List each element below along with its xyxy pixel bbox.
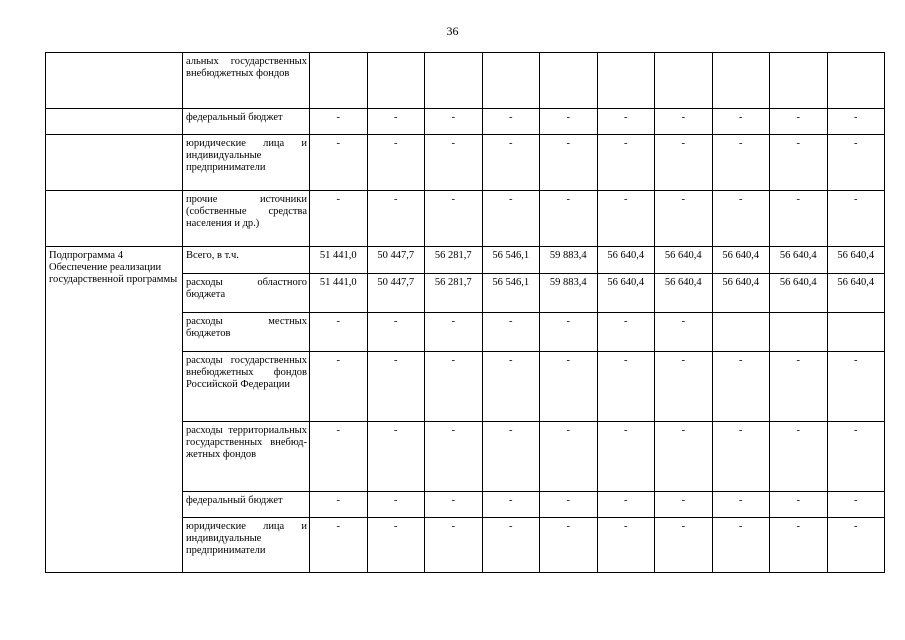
value-cell: - xyxy=(712,492,770,518)
value-cell: - xyxy=(770,135,828,191)
value-cell: - xyxy=(712,352,770,422)
value-cell xyxy=(712,313,770,352)
value-cell: - xyxy=(425,352,483,422)
value-cell: - xyxy=(425,313,483,352)
value-cell xyxy=(827,313,885,352)
value-cell: - xyxy=(540,313,598,352)
source-cell: федеральный бюджет xyxy=(183,492,310,518)
source-cell: прочие источники (собственные средства населения и др.) xyxy=(183,191,310,247)
value-cell: - xyxy=(655,492,713,518)
value-cell: - xyxy=(310,518,368,573)
value-cell: - xyxy=(655,313,713,352)
value-cell: - xyxy=(597,422,655,492)
value-cell: - xyxy=(770,109,828,135)
value-cell: - xyxy=(482,518,540,573)
value-cell: - xyxy=(540,135,598,191)
value-cell: - xyxy=(827,109,885,135)
value-cell: - xyxy=(655,422,713,492)
table-row xyxy=(46,135,885,191)
value-cell: 56 640,4 xyxy=(712,274,770,313)
value-cell: - xyxy=(425,492,483,518)
value-cell: - xyxy=(367,492,425,518)
value-cell: 56 640,4 xyxy=(770,274,828,313)
value-cell: - xyxy=(770,422,828,492)
value-cell: - xyxy=(425,191,483,247)
value-cell: - xyxy=(770,518,828,573)
value-cell xyxy=(367,53,425,109)
value-cell xyxy=(425,53,483,109)
value-cell: - xyxy=(310,109,368,135)
value-cell: 56 640,4 xyxy=(827,247,885,274)
value-cell: - xyxy=(482,191,540,247)
value-cell xyxy=(770,313,828,352)
value-cell: 59 883,4 xyxy=(540,274,598,313)
value-cell: - xyxy=(425,422,483,492)
subprogram-cell: Подпрограмма 4 Обеспечение реализации государственной программы xyxy=(46,247,183,573)
table-body xyxy=(46,53,885,573)
value-cell xyxy=(482,53,540,109)
value-cell: - xyxy=(310,313,368,352)
value-cell: - xyxy=(712,191,770,247)
value-cell: 56 640,4 xyxy=(655,274,713,313)
value-cell: - xyxy=(540,518,598,573)
source-cell: альных государственных внебюджетных фондов xyxy=(183,53,310,109)
value-cell: - xyxy=(655,135,713,191)
value-cell: - xyxy=(712,422,770,492)
value-cell: - xyxy=(310,422,368,492)
page-number: 36 xyxy=(446,24,459,38)
value-cell: 56 546,1 xyxy=(482,247,540,274)
section-cell xyxy=(46,191,183,247)
value-cell: - xyxy=(770,492,828,518)
value-cell xyxy=(770,53,828,109)
value-cell: - xyxy=(367,518,425,573)
value-cell: 51 441,0 xyxy=(310,274,368,313)
value-cell: - xyxy=(655,518,713,573)
value-cell xyxy=(827,53,885,109)
source-cell: расходы территориальных государственных внебюджетных фондов xyxy=(183,422,310,492)
value-cell: 59 883,4 xyxy=(540,247,598,274)
value-cell xyxy=(712,53,770,109)
value-cell: - xyxy=(482,109,540,135)
value-cell: - xyxy=(482,352,540,422)
value-cell: - xyxy=(540,109,598,135)
value-cell: 50 447,7 xyxy=(367,247,425,274)
value-cell: - xyxy=(712,109,770,135)
value-cell: - xyxy=(540,492,598,518)
value-cell: - xyxy=(310,352,368,422)
value-cell: - xyxy=(425,109,483,135)
value-cell: 56 281,7 xyxy=(425,274,483,313)
value-cell: - xyxy=(540,422,598,492)
value-cell: - xyxy=(827,492,885,518)
source-cell: расходы областного бюджета xyxy=(183,274,310,313)
value-cell: - xyxy=(425,518,483,573)
value-cell: - xyxy=(597,492,655,518)
value-cell: - xyxy=(655,109,713,135)
source-cell: федеральный бюджет xyxy=(183,109,310,135)
table-row xyxy=(46,247,885,274)
value-cell: - xyxy=(367,422,425,492)
value-cell: 56 640,4 xyxy=(655,247,713,274)
value-cell: - xyxy=(310,191,368,247)
value-cell: - xyxy=(310,492,368,518)
value-cell: - xyxy=(597,109,655,135)
section-cell xyxy=(46,53,183,109)
value-cell: - xyxy=(367,313,425,352)
value-cell: - xyxy=(597,135,655,191)
source-cell: расходы государственных внебюджетных фондов Российской Федерации xyxy=(183,352,310,422)
value-cell: - xyxy=(482,135,540,191)
value-cell xyxy=(310,53,368,109)
value-cell: - xyxy=(597,191,655,247)
value-cell: 56 640,4 xyxy=(827,274,885,313)
value-cell: - xyxy=(770,352,828,422)
value-cell: - xyxy=(367,135,425,191)
value-cell: - xyxy=(597,352,655,422)
value-cell: 56 640,4 xyxy=(597,274,655,313)
value-cell: - xyxy=(367,109,425,135)
source-cell: Всего, в т.ч. xyxy=(183,247,310,274)
value-cell: - xyxy=(597,313,655,352)
table-row xyxy=(46,109,885,135)
value-cell: 56 546,1 xyxy=(482,274,540,313)
table-row xyxy=(46,53,885,109)
value-cell: - xyxy=(655,352,713,422)
value-cell: 56 640,4 xyxy=(712,247,770,274)
value-cell: - xyxy=(482,492,540,518)
value-cell: - xyxy=(827,422,885,492)
value-cell: - xyxy=(482,422,540,492)
value-cell: - xyxy=(540,191,598,247)
value-cell: - xyxy=(597,518,655,573)
value-cell: 56 281,7 xyxy=(425,247,483,274)
section-cell xyxy=(46,135,183,191)
source-cell: юридические лица и индивидуальные предприниматели xyxy=(183,518,310,573)
value-cell: - xyxy=(827,518,885,573)
value-cell: - xyxy=(712,135,770,191)
value-cell xyxy=(655,53,713,109)
value-cell: - xyxy=(540,352,598,422)
value-cell: - xyxy=(425,135,483,191)
value-cell: - xyxy=(367,352,425,422)
source-cell: юридические лица и индивидуальные предприниматели xyxy=(183,135,310,191)
value-cell: - xyxy=(367,191,425,247)
value-cell: 56 640,4 xyxy=(770,247,828,274)
table-row xyxy=(46,191,885,247)
value-cell: - xyxy=(827,191,885,247)
value-cell: 56 640,4 xyxy=(597,247,655,274)
value-cell: - xyxy=(827,135,885,191)
value-cell: 51 441,0 xyxy=(310,247,368,274)
source-cell: расходы местных бюджетов xyxy=(183,313,310,352)
value-cell xyxy=(540,53,598,109)
value-cell: - xyxy=(655,191,713,247)
budget-table xyxy=(45,52,885,573)
value-cell: - xyxy=(827,352,885,422)
section-cell xyxy=(46,109,183,135)
value-cell xyxy=(597,53,655,109)
value-cell: - xyxy=(770,191,828,247)
value-cell: - xyxy=(482,313,540,352)
value-cell: 50 447,7 xyxy=(367,274,425,313)
value-cell: - xyxy=(712,518,770,573)
value-cell: - xyxy=(310,135,368,191)
